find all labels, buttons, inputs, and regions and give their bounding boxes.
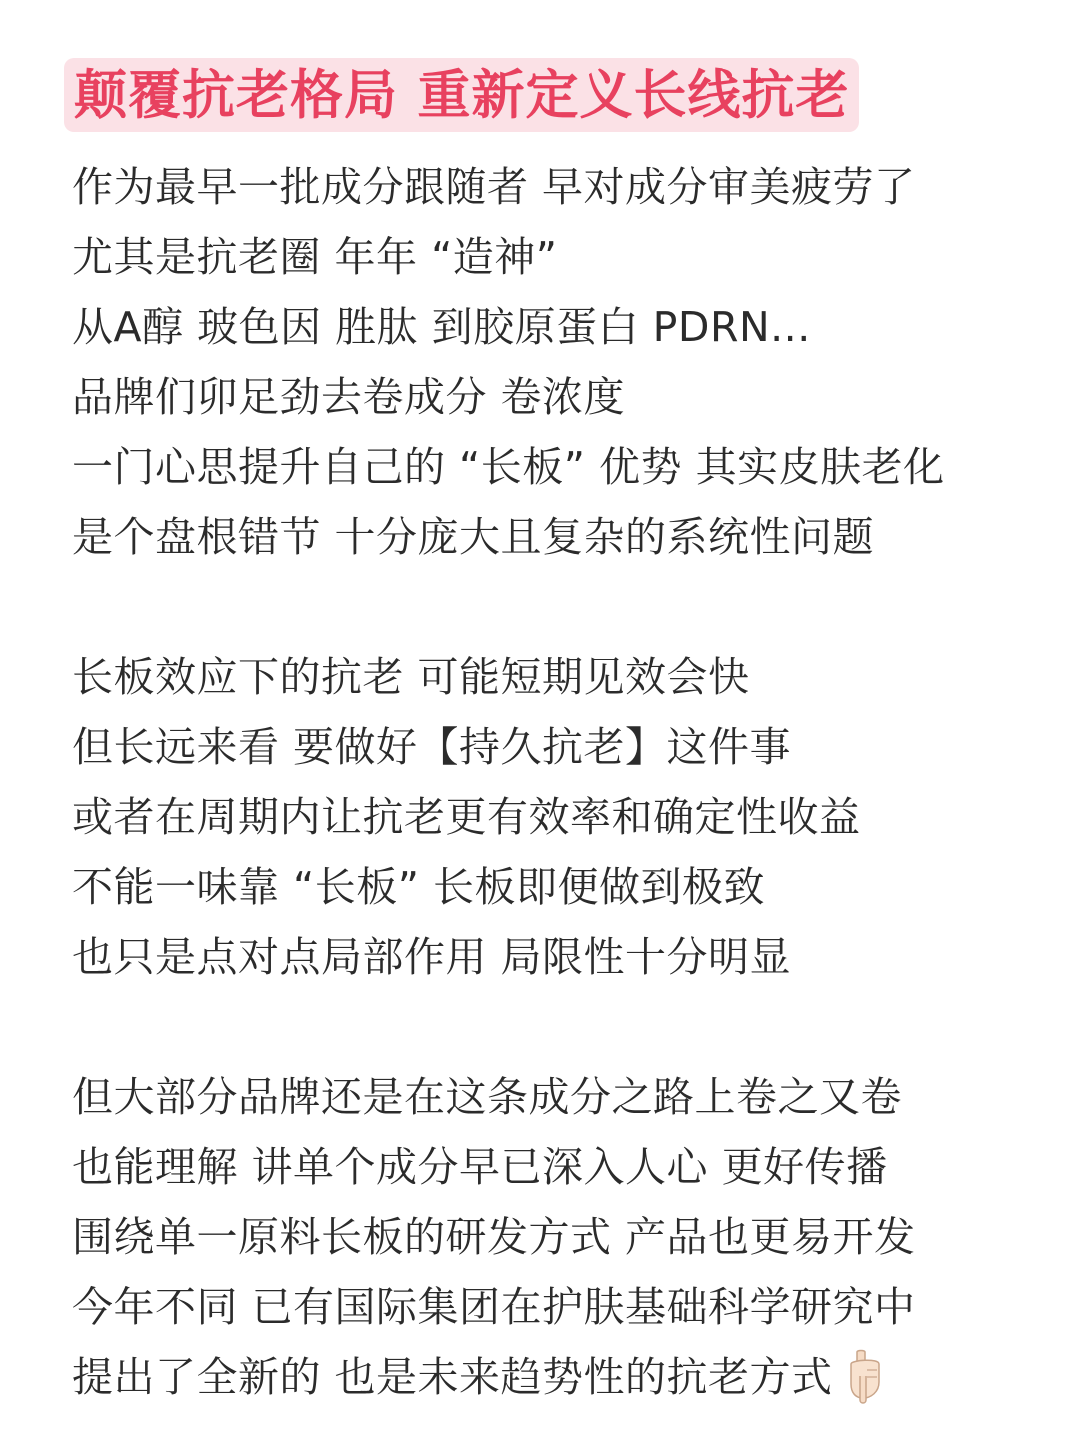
text-line: 也只是点对点局部作用 局限性十分明显 bbox=[72, 933, 792, 981]
title-highlight bbox=[64, 58, 859, 132]
text-line: 长板效应下的抗老 可能短期见效会快 bbox=[72, 653, 750, 701]
text-line: 或者在周期内让抗老更有效率和确定性收益 bbox=[72, 793, 861, 841]
text-line: 作为最早一批成分跟随者 早对成分审美疲劳了 bbox=[72, 163, 916, 211]
text-line-last bbox=[72, 1342, 1032, 1412]
text-line: 但长远来看 要做好【持久抗老】这件事 bbox=[72, 723, 792, 771]
text-line: 也能理解 讲单个成分早已深入人心 更好传播 bbox=[72, 1143, 888, 1191]
paragraph-gap bbox=[72, 572, 1032, 642]
text-line: 不能一味靠 “长板” 长板即便做到极致 bbox=[72, 863, 766, 911]
pointing-down-hand-icon bbox=[843, 1348, 885, 1404]
text-line: 品牌们卯足劲去卷成分 卷浓度 bbox=[72, 373, 626, 421]
text-line: 一门心思提升自己的 “长板” 优势 其实皮肤老化 bbox=[72, 443, 945, 491]
text-line: 但大部分品牌还是在这条成分之路上卷之又卷 bbox=[72, 1073, 902, 1121]
text-line: 尤其是抗老圈 年年 “造神” bbox=[72, 233, 558, 281]
text-line: 今年不同 已有国际集团在护肤基础科学研究中 bbox=[72, 1283, 916, 1331]
text-line: 从A醇 玻色因 胜肽 到胶原蛋白 PDRN... bbox=[72, 303, 811, 351]
text-line: 围绕单一原料长板的研发方式 产品也更易开发 bbox=[72, 1213, 916, 1261]
text-line-last-text: 提出了全新的 也是未来趋势性的抗老方式 bbox=[72, 1353, 833, 1401]
body-text bbox=[72, 152, 1032, 1412]
text-line: 是个盘根错节 十分庞大且复杂的系统性问题 bbox=[72, 513, 875, 561]
page-title: 颠覆抗老格局 重新定义长线抗老 bbox=[74, 64, 850, 126]
paragraph-gap bbox=[72, 992, 1032, 1062]
